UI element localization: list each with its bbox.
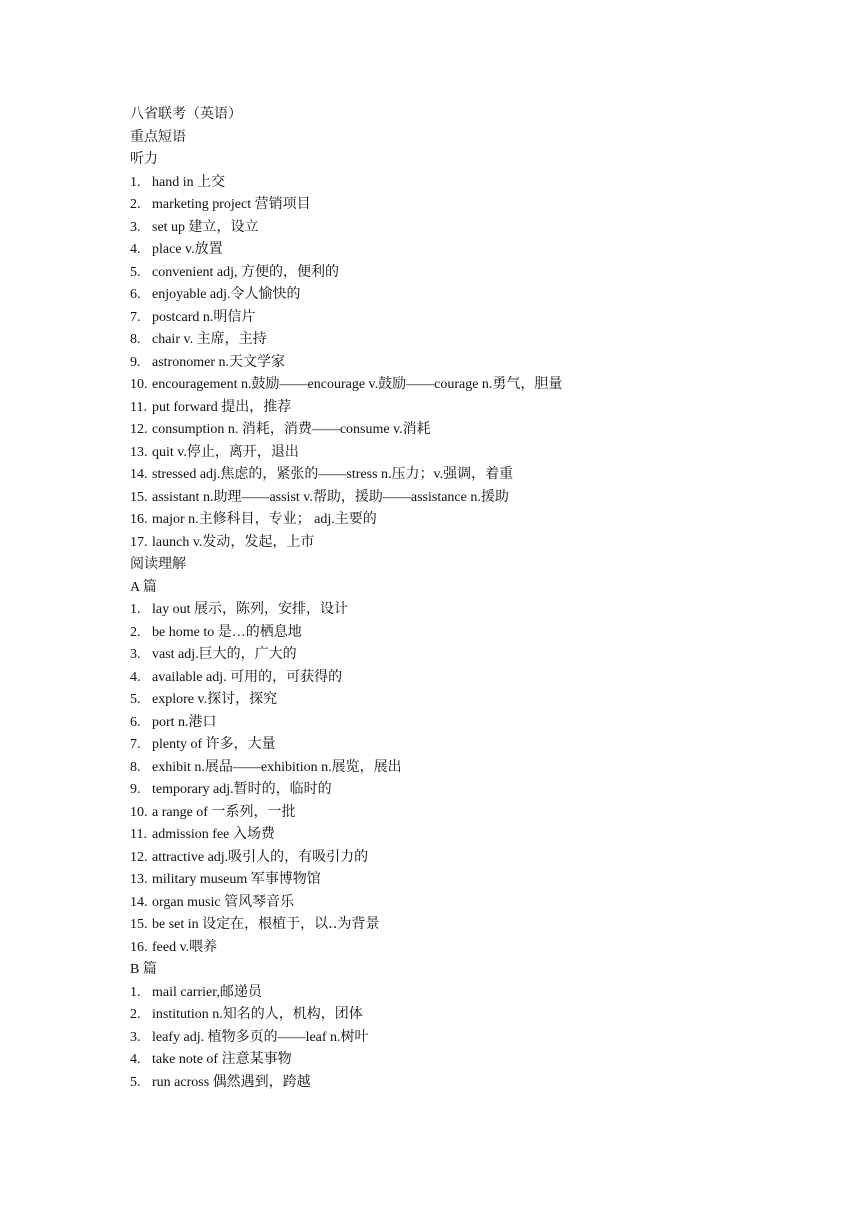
- item-text: feed v.喂养: [152, 939, 218, 955]
- item-text: leafy adj. 植物多页的——leaf n.树叶: [152, 1029, 369, 1045]
- item-number: 16.: [130, 939, 148, 955]
- list-item: [130, 1049, 810, 1072]
- list-item: [130, 712, 810, 735]
- item-number: 9.: [130, 782, 141, 797]
- item-text: consumption n. 消耗，消费——consume v.消耗: [152, 422, 431, 437]
- list-item: [130, 329, 810, 352]
- item-text: be home to 是…的栖息地: [152, 624, 302, 640]
- list-item: [130, 757, 810, 780]
- list-item: [130, 869, 810, 892]
- list-item: [130, 824, 810, 847]
- item-number: 11.: [130, 399, 147, 415]
- list-item: [130, 239, 810, 262]
- item-number: 17.: [130, 534, 148, 550]
- item-text: hand in 上交: [152, 174, 226, 190]
- item-number: 4.: [130, 242, 141, 257]
- item-number: 11.: [130, 827, 147, 842]
- item-text: set up 建立，设立: [152, 219, 259, 235]
- section-heading: B 篇: [130, 962, 157, 977]
- section-heading: 听力: [130, 152, 158, 167]
- sections-container: [130, 149, 810, 1094]
- item-text: astronomer n.天文学家: [152, 354, 285, 370]
- item-text: port n.港口: [152, 714, 217, 730]
- item-number: 5.: [130, 692, 141, 707]
- list-item: [130, 419, 810, 442]
- list-item: [130, 892, 810, 915]
- list-item: [130, 779, 810, 802]
- item-number: 1.: [130, 984, 141, 1000]
- list-item: [130, 937, 810, 960]
- item-text: organ music 管风琴音乐: [152, 894, 295, 910]
- item-number: 3.: [130, 219, 141, 235]
- item-text: stressed adj.焦虑的，紧张的——stress n.压力；v.强调，着重: [152, 467, 514, 482]
- item-number: 6.: [130, 714, 141, 730]
- item-text: exhibit n.展品——exhibition n.展览，展出: [152, 759, 402, 775]
- item-number: 16.: [130, 512, 148, 527]
- section-heading: 阅读理解: [130, 557, 186, 572]
- list-item: [130, 644, 810, 667]
- item-text: institution n.知名的人，机构，团体: [152, 1007, 363, 1022]
- item-text: available adj. 可用的，可获得的: [152, 669, 343, 685]
- item-text: plenty of 许多，大量: [152, 737, 276, 752]
- item-number: 10.: [130, 377, 148, 392]
- list-item: [130, 1072, 810, 1095]
- item-number: 4.: [130, 669, 141, 685]
- item-number: 5.: [130, 1074, 141, 1090]
- item-text: encouragement n.鼓励——encourage v.鼓励——courage n.勇气，胆量: [152, 377, 563, 392]
- item-text: lay out 展示，陈列，安排，设计: [152, 602, 348, 617]
- document-body: [130, 104, 810, 1094]
- list-item: [130, 442, 810, 465]
- item-text: explore v.探讨，探究: [152, 692, 278, 707]
- section-heading: A 篇: [130, 579, 157, 595]
- list-item: [130, 1027, 810, 1050]
- list-item: [130, 982, 810, 1005]
- list-item: [130, 509, 810, 532]
- item-text: mail carrier,邮递员: [152, 984, 262, 1000]
- item-number: 7.: [130, 309, 141, 325]
- item-number: 1.: [130, 602, 141, 617]
- item-text: run across 偶然遇到，跨越: [152, 1074, 311, 1090]
- item-text: launch v.发动，发起，上市: [152, 534, 315, 550]
- list-item: [130, 217, 810, 240]
- item-text: major n.主修科目，专业； adj.主要的: [152, 512, 377, 527]
- document-title: 八省联考（英语）: [130, 107, 242, 122]
- list-item: [130, 194, 810, 217]
- document-subtitle: 重点短语: [130, 129, 186, 145]
- list-item: [130, 284, 810, 307]
- list-item: [130, 464, 810, 487]
- item-number: 12.: [130, 849, 148, 865]
- item-number: 14.: [130, 894, 148, 910]
- item-number: 3.: [130, 1029, 141, 1045]
- item-text: take note of 注意某事物: [152, 1052, 292, 1067]
- list-item: [130, 262, 810, 285]
- item-text: temporary adj.暂时的，临时的: [152, 782, 332, 797]
- item-text: be set in 设定在，根植于，以‥为背景: [152, 917, 380, 932]
- item-number: 4.: [130, 1052, 141, 1067]
- item-text: a range of 一系列，一批: [152, 804, 296, 820]
- item-number: 2.: [130, 624, 141, 640]
- list-item: [130, 914, 810, 937]
- item-text: chair v. 主席，主持: [152, 332, 267, 347]
- item-text: postcard n.明信片: [152, 309, 256, 325]
- item-number: 2.: [130, 197, 141, 212]
- item-number: 10.: [130, 804, 148, 820]
- list-item: [130, 622, 810, 645]
- list-item: [130, 599, 810, 622]
- list-item: [130, 352, 810, 375]
- item-number: 1.: [130, 174, 141, 190]
- list-item: [130, 487, 810, 510]
- item-text: quit v.停止，离开，退出: [152, 444, 299, 460]
- item-number: 3.: [130, 647, 141, 662]
- item-number: 5.: [130, 264, 141, 280]
- item-number: 6.: [130, 287, 141, 302]
- item-number: 15.: [130, 917, 148, 932]
- item-number: 8.: [130, 759, 141, 775]
- list-item: [130, 847, 810, 870]
- item-text: military museum 军事博物馆: [152, 872, 321, 887]
- list-item: [130, 1004, 810, 1027]
- item-text: vast adj.巨大的，广大的: [152, 647, 297, 662]
- item-number: 8.: [130, 332, 141, 347]
- list-item: [130, 667, 810, 690]
- item-number: 12.: [130, 422, 148, 437]
- item-number: 7.: [130, 737, 141, 752]
- item-number: 13.: [130, 872, 148, 887]
- list-item: [130, 397, 810, 420]
- item-text: convenient adj, 方便的，便利的: [152, 264, 340, 280]
- item-number: 13.: [130, 444, 148, 460]
- list-item: [130, 172, 810, 195]
- list-item: [130, 689, 810, 712]
- item-text: place v.放置: [152, 242, 223, 257]
- list-item: [130, 734, 810, 757]
- item-text: enjoyable adj.令人愉快的: [152, 287, 301, 302]
- item-number: 15.: [130, 489, 148, 505]
- item-number: 2.: [130, 1007, 141, 1022]
- item-text: marketing project 营销项目: [152, 197, 311, 212]
- item-text: admission fee 入场费: [152, 827, 275, 842]
- item-text: put forward 提出，推荐: [152, 399, 292, 415]
- list-item: [130, 802, 810, 825]
- item-text: attractive adj.吸引人的，有吸引力的: [152, 849, 369, 865]
- list-item: [130, 307, 810, 330]
- item-number: 14.: [130, 467, 148, 482]
- item-text: assistant n.助理——assist v.帮助，援助——assistance n.援助: [152, 489, 509, 505]
- list-item: [130, 374, 810, 397]
- item-number: 9.: [130, 354, 141, 370]
- list-item: [130, 532, 810, 555]
